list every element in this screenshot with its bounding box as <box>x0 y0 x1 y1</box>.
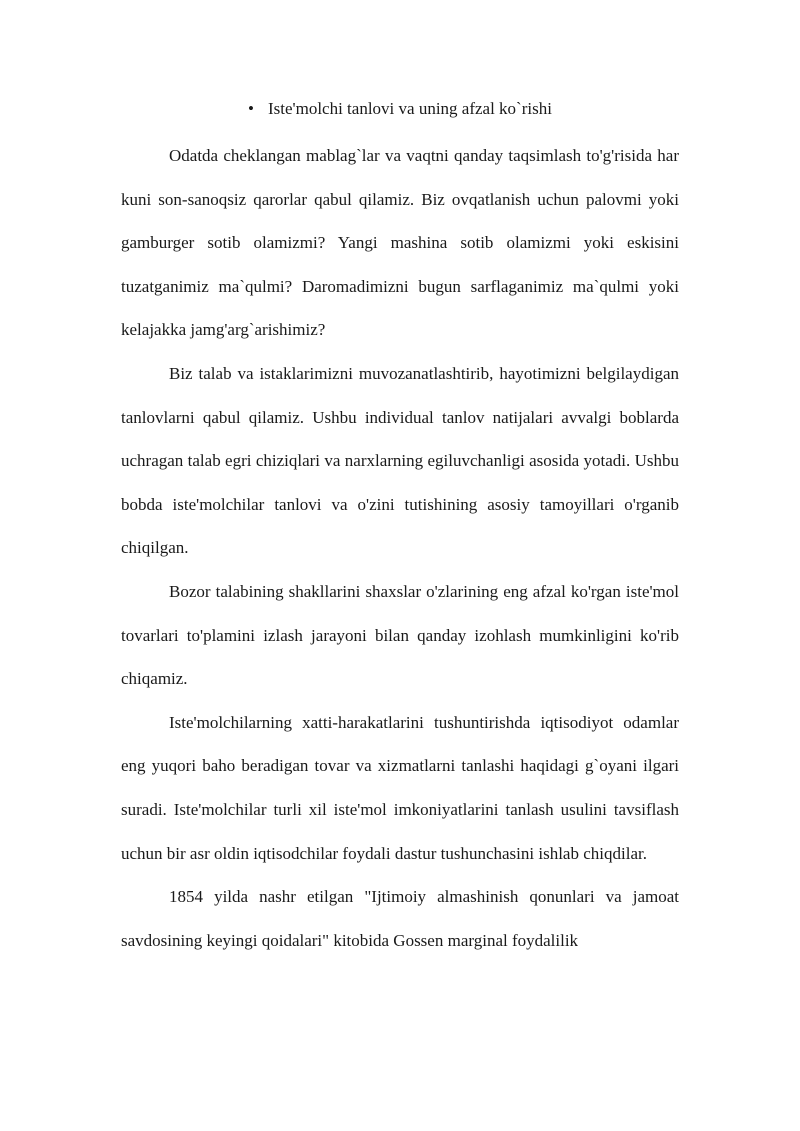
paragraph: Biz talab va istaklarimizni muvozanatlashtirib, hayotimizni belgilaydigan tanlovlarni qabul qilamiz. Ushbu individual tanlov natijalari avvalgi boblarda uchragan talab egri chiziqlari va narxlarning egiluvchanligi asosida yotadi. Ushbu bobda iste'molchilar tanlovi va o'zini tutishining asosiy tamoyillari o'rganib chiqilgan. <box>121 363 679 558</box>
paragraph: Odatda cheklangan mablag`lar va vaqtni qanday taqsimlash to'g'risida har kuni son-sanoqsiz qarorlar qabul qilamiz. Biz ovqatlanish uchun palovmi yoki gamburger sotib olamizmi? Yangi mashina sotib olamizmi yoki eskisini tuzatganimiz ma`qulmi? Daromadimizni bugun sarflaganimiz ma`qulmi yoki kelajakka jamg'arg`arishimiz? <box>121 146 679 340</box>
paragraph: 1854 yilda nashr etilgan "Ijtimoiy almashinish qonunlari va jamoat savdosining keyingi qoidalari" kitobida Gossen marginal foydalilik <box>121 887 679 950</box>
section-heading-text: Iste'molchi tanlovi va uning afzal ko`rishi <box>267 99 552 118</box>
document-body <box>121 90 679 962</box>
paragraph: Bozor talabining shakllarini shaxslar o'zlarining eng afzal ko'rgan iste'mol tovarlari to'plamini izlash jarayoni bilan qanday izohlash mumkinligini ko'rib chiqamiz. <box>121 581 679 689</box>
bullet-icon: • <box>248 99 254 118</box>
section-heading <box>121 90 679 128</box>
paragraph: Iste'molchilarning xatti-harakatlarini tushuntirishda iqtisodiyot odamlar eng yuqori baho beradigan tovar va xizmatlarni tanlashi haqidagi g`oyani ilgari suradi. Iste'molchilar turli xil iste'mol imkoniyatlarini tanlash usulini tavsiflash uchun bir asr oldin iqtisodchilar foydali dastur tushunchasini ishlab chiqdilar. <box>121 712 679 863</box>
